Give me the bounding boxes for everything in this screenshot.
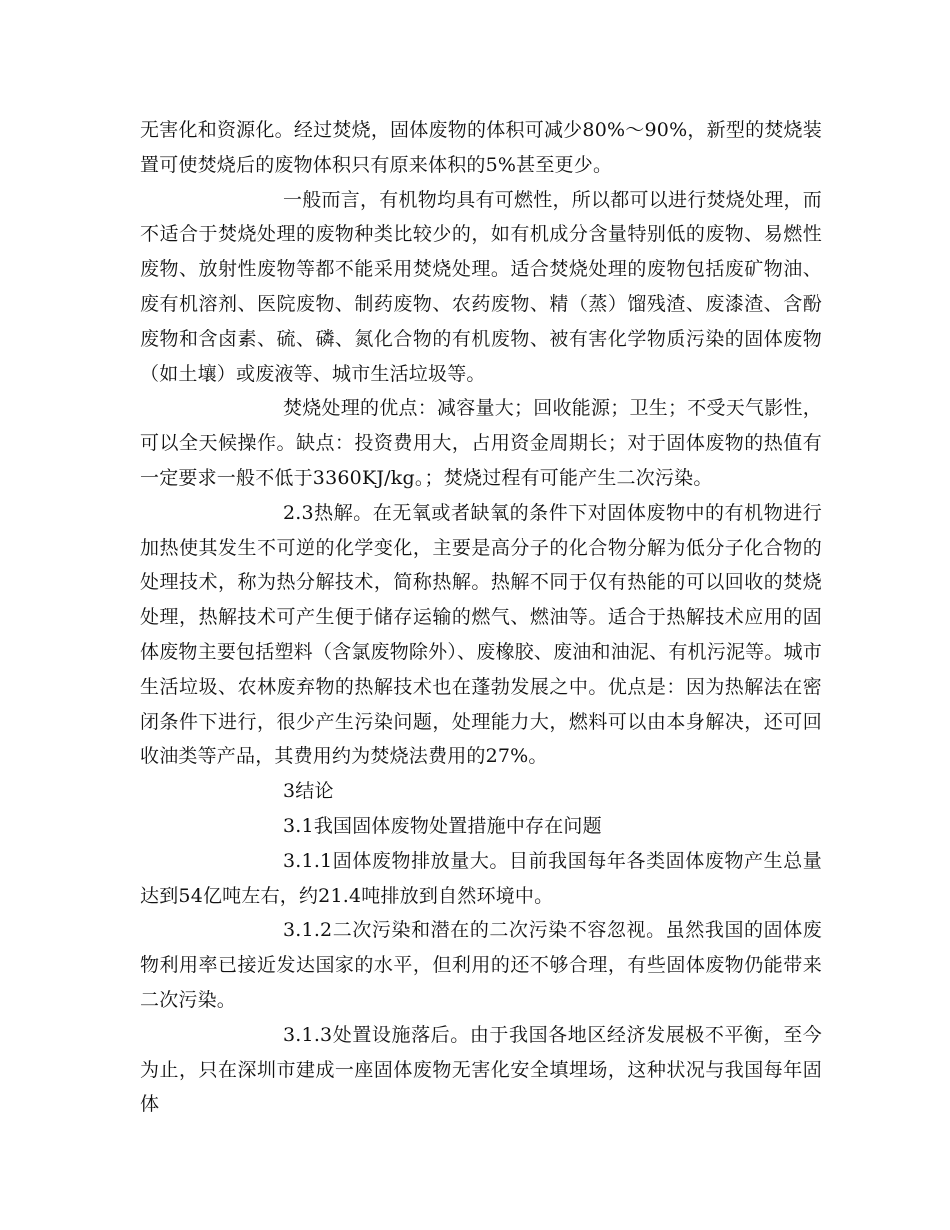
paragraph: 焚烧处理的优点：减容量大；回收能源；卫生；不受天气影性，可以全天候操作。缺点：投资费用大，占用资金周期长；对于固体废物的热值有一定要求一般不低于3360KJ/kg。；焚烧过程有可能产生二次污染。 bbox=[140, 397, 822, 489]
paragraph: 2.3热解。在无氧或者缺氧的条件下对固体废物中的有机物进行加热使其发生不可逆的化学变化，主要是高分子的化合物分解为低分子化合物的处理技术，称为热分解技术，简称热解。热解不同于仅有热能的可以回收的焚烧处理，热解技术可产生便于储存运输的燃气、燃油等。适合于热解技术应用的固体废物主要包括塑料（含氯废物除外）、废橡胶、废油和油泥、有机污泥等。城市生活垃圾、农林废弃物的热解技术也在蓬勃发展之中。优点是：因为热解法在密闭条件下进行，很少产生污染问题，处理能力大，燃料可以由本身解决，还可回收油类等产品，其费用约为焚烧法费用的27%。 bbox=[140, 501, 822, 768]
section-heading: 3结论 bbox=[283, 780, 334, 803]
document-body bbox=[140, 113, 822, 1122]
subsection-heading: 3.1我国固体废物处置措施中存在问题 bbox=[283, 814, 602, 837]
paragraph: 一般而言，有机物均具有可燃性，所以都可以进行焚烧处理，而不适合于焚烧处理的废物种类比较少的，如有机成分含量特别低的废物、易燃性废物、放射性废物等都不能采用焚烧处理。适合焚烧处理的废物包括废矿物油、废有机溶剂、医院废物、制药废物、农药废物、精（蒸）馏残渣、废漆渣、含酚废物和含卤素、硫、磷、氮化合物的有机废物、被有害化学物质污染的固体废物（如土壤）或废液等、城市生活垃圾等。 bbox=[140, 188, 822, 385]
paragraph: 3.1.2二次污染和潜在的二次污染不容忽视。虽然我国的固体废物利用率已接近发达国家的水平，但利用的还不够合理，有些固体废物仍能带来二次污染。 bbox=[140, 919, 822, 1011]
paragraph: 3.1.3处置设施落后。由于我国各地区经济发展极不平衡，至今为止，只在深圳市建成一座固体废物无害化安全填埋场，这种状况与我国每年固体 bbox=[140, 1023, 822, 1116]
paragraph: 无害化和资源化。经过焚烧，固体废物的体积可减少80%～90%，新型的焚烧装置可使焚烧后的废物体积只有原来体积的5%甚至更少。 bbox=[140, 119, 822, 176]
paragraph: 3.1.1固体废物排放量大。目前我国每年各类固体废物产生总量达到54亿吨左右，约21.4吨排放到自然环境中。 bbox=[140, 849, 822, 907]
